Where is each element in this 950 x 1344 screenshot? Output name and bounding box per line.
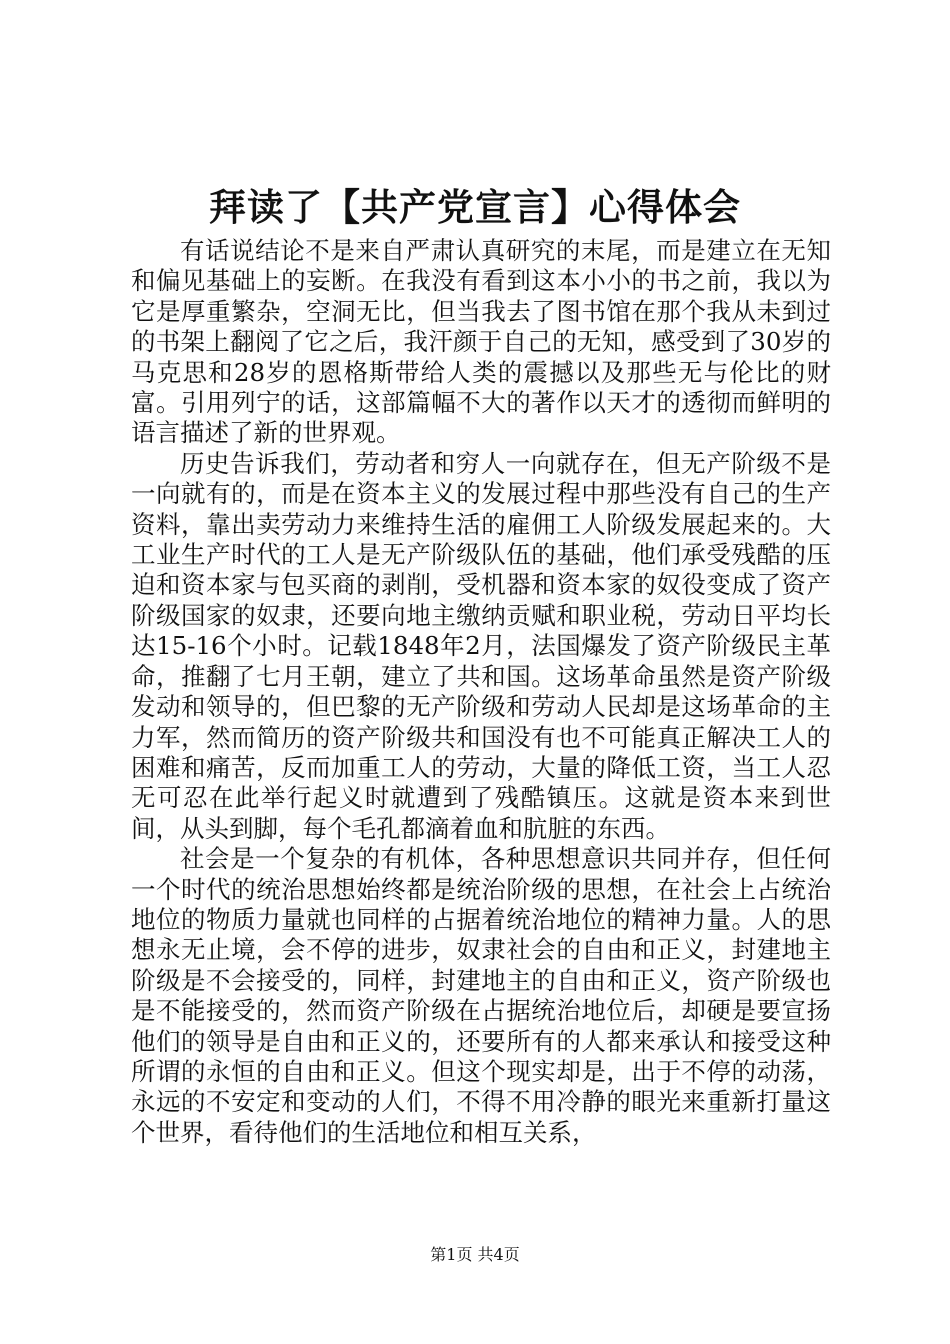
paragraph-1: 有话说结论不是来自严肃认真研究的末尾，而是建立在无知和偏见基础上的妄断。在我没有看到这本小小的书之前，我以为它是厚重繁杂，空洞无比，但当我去了图书馆在那个我从未到过的书架上翻阅了它之后，我汗颜于自己的无知，感受到了30岁的马克思和28岁的恩格斯带给人类的震撼以及那些无与伦比的财富。引用列宁的话，这部篇幅不大的著作以天才的透彻而鲜明的语言描述了新的世界观。 [131,236,831,448]
paragraph-2: 历史告诉我们，劳动者和穷人一向就存在，但无产阶级不是一向就有的，而是在资本主义的发展过程中那些没有自己的生产资料，靠出卖劳动力来维持生活的雇佣工人阶级发展起来的。大工业生产时代的工人是无产阶级队伍的基础，他们承受残酷的压迫和资本家与包买商的剥削，受机器和资本家的奴役变成了资产阶级国家的奴隶，还要向地主缴纳贡赋和职业税，劳动日平均长达15-16个小时。记载1848年2月，法国爆发了资产阶级民主革命，推翻了七月王朝，建立了共和国。这场革命虽然是资产阶级发动和领导的，但巴黎的无产阶级和劳动人民却是这场革命的主力军，然而简历的资产阶级共和国没有也不可能真正解决工人的困难和痛苦，反而加重工人的劳动，大量的降低工资，当工人忍无可忍在此举行起义时就遭到了残酷镇压。这就是资本来到世间，从头到脚，每个毛孔都滴着血和肮脏的东西。 [131,448,831,843]
document-title: 拜读了【共产党宣言】心得体会 [209,186,741,229]
document-body [131,236,831,1148]
page-footer: 第1页 共4页 [430,1245,520,1264]
paragraph-3: 社会是一个复杂的有机体，各种思想意识共同并存，但任何一个时代的统治思想始终都是统治阶级的思想，在社会上占统治地位的物质力量就也同样的占据着统治地位的精神力量。人的思想永无止境，会不停的进步，奴隶社会的自由和正义，封建地主阶级是不会接受的，同样，封建地主的自由和正义，资产阶级也是不能接受的，然而资产阶级在占据统治地位后，却硬是要宣扬他们的领导是自由和正义的，还要所有的人都来承认和接受这种所谓的永恒的自由和正义。但这个现实却是，出于不停的动荡，永远的不安定和变动的人们，不得不用冷静的眼光来重新打量这个世界，看待他们的生活地位和相互关系， [131,844,831,1147]
